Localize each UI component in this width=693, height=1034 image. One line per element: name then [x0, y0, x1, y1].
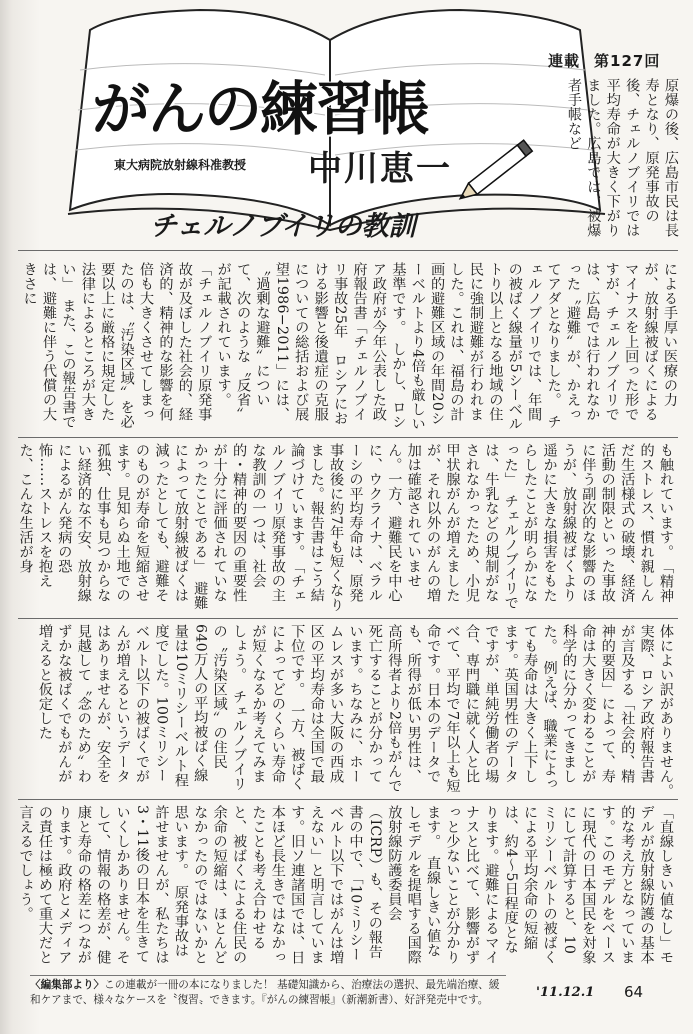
- tier-divider: [18, 618, 678, 619]
- pencil-icon: [456, 128, 546, 208]
- issue-date: '11.12.1: [536, 985, 595, 1000]
- editor-note-text: この連載が一冊の本になりました！ 基礎知識から、治療法の選択、最先端治療、緩和ケアまで、様々なケースを〝復習〟できます。『がんの練習帳』（新潮新書）、好評発売中です。: [30, 979, 500, 1006]
- editor-note: [30, 975, 506, 1022]
- tier-divider: [18, 250, 678, 251]
- intro-paragraph: 原爆の後、広島市民は長寿となり、原発事故の後、チェルノブイリでは平均寿命が大きく下がりました。広島では、被爆者手帳など: [565, 78, 679, 238]
- episode-number: 第127回: [594, 52, 661, 70]
- body-tier-4: 「直線しきい値なし」モデルが放射線防護の基本的な考え方となっています。このモデルをベースに現代の日本国民を対象にして計算すると、10ミリシーベルトの被ばくによる平均余命の短縮は、約4〜5日程度となります。避難によるマイナスと比べて、影響がずっと少ないことが分かります。 直線しきい値なしモデルを提唱する国際放射線防護委員会（ICRP）も、その報告書の中で、「10ミリシーベルト以下ではがんは増えない」と明言しています。旧ソ連諸国では、日本ほど長生きではなかったことも考え合わせると、被ばくによる住民の余命の短縮は、ほとんどなかったのではないかと思います。 原発事故は許せませんが、私たちは3・11後の日本を生きていくしかありません。そして、情報の格差が、健康と寿命の格差につながります。政府とメディアの責任は極めて重大だと言えるでしょう。: [17, 805, 674, 965]
- article-subtitle: チェルノブイリの教訓: [150, 211, 416, 242]
- editor-note-label: 〈編集部より〉: [30, 979, 105, 991]
- body-tier-1: による手厚い医療の力が、放射線被ばくによるマイナスを上回った形ですが、チェルノブイリでは、広島では行われなかった〝避難〟が、かえってアダとなりました。 チェルノブイリでは、年間の被ばく線量が5シーベルトり以上となる地域の住民に強制避難が行われました。これは、福島の計画的避難区域の年間20シーベルトより4倍も厳しい基準です。 しかし、ロシア政府が今年公表した政府報告書「チェルノブイリ事故25年 ロシアにおける影響と後遺症の克服についての総括および展望1986−2011」には、〝過剰な避難〟について、次のような〝反省〟が記載されています。 「チェルノブイリ原発事故が及ぼした社会的、経済的、精神的な影響を何倍も大きくさせてしまったのは、〝汚染区域〟を必要以上に厳格に規定した法律によるところが大きい」 また、この報告書では、避難に伴う代償の大きさに: [21, 262, 678, 431]
- series-label: [548, 50, 674, 71]
- body-tier-3: 体によい訳がありません。 実際、ロシア政府報告書が言及する「社会的、精神的要因」によって、寿命は大きく変わることが科学的に分かってきました。 例えば、職業によっても寿命は大きく上下します。英国男性のデータですが、単純労働者の場合、専門職に就く人と比べて、平均で7年以上も短命です。日本のデータでも、所得が低い男性は、高所得者より2倍もがんで死亡することが分かっています。ちなみに、ホームレスが多い大阪の西成区の平均寿命は全国で最下位です。 一方、被ばくによってどのくらい寿命が短くなるか考えてみましょう。 チェルノブイリの〝汚染区域〟の住民640万人の平均被ばく線量は10ミリシーベルト程度でした。100ミリシーベルト以下の被ばくでがんが増えるというデータはありませんが、安全を見越して〝念のため〟わずかな被ばくでもがんが増えると仮定した: [37, 624, 674, 806]
- tier-divider: [18, 799, 678, 800]
- author-affiliation: 東大病院放射線科准教授: [114, 158, 247, 172]
- page-number: 64: [624, 983, 644, 1001]
- column-title: がんの練習帳: [92, 75, 429, 143]
- tier-divider: [18, 437, 678, 438]
- series-name: 連載: [548, 52, 581, 70]
- author-name: 中川恵一: [308, 149, 452, 189]
- body-tier-2: も触れています。 「精神的ストレス、慣れ親しんだ生活様式の破壊、経済活動の制限といった事故に伴う副次的な影響のほうが、放射線被ばくより遥かに大きな損害をもたらしたことが明らかになった」 チェルノブイリでは、牛乳などの規制がなされなかったため、小児甲状腺がんが増えましたが、それ以外のがんの増加は確認されていません。一方、避難民を中心に、ウクライナ、ベラルーシの平均寿命は、原発事故後に約7年も短くなりました。報告書はこう結論づけています。 「チェルノブイリ原発事故の主な教訓の一つは、社会的・精神的要因の重要性が十分に評価されていなかったことである」 避難によって放射線被ばくは減ったとしても、避難そのものが寿命を短縮させます。見知らぬ土地での孤独、仕事も見つからない経済的な不安、放射線によるがん発病の恐怖……ストレスを抱えた、こんな生活が身: [17, 443, 674, 612]
